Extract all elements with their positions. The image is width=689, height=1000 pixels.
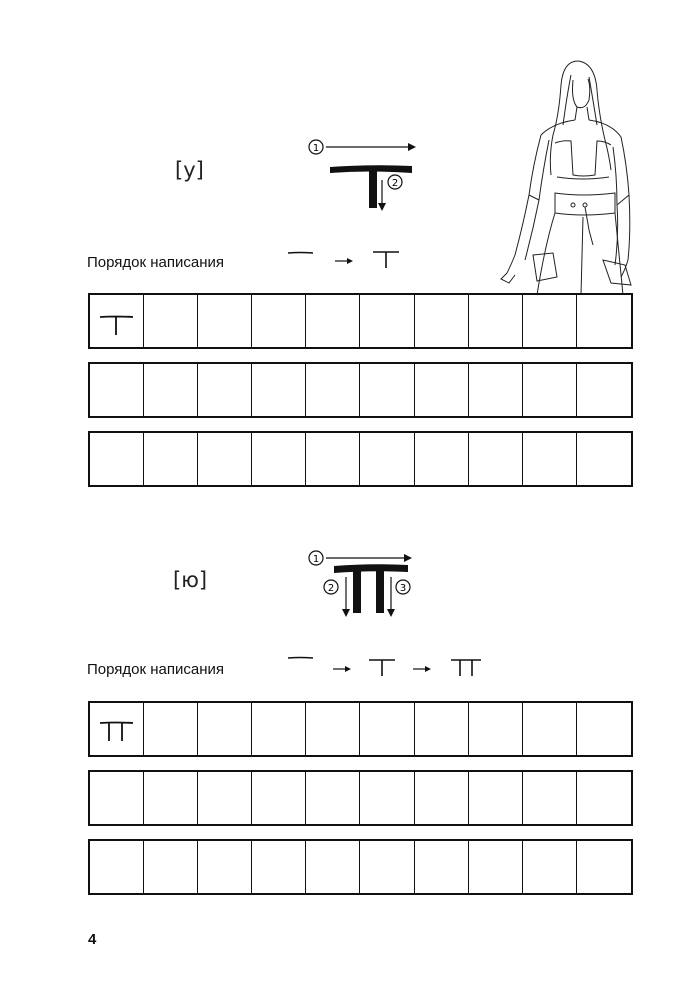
grid-cell[interactable] xyxy=(198,295,252,347)
grid-cell[interactable] xyxy=(252,364,306,416)
girl-illustration xyxy=(493,55,633,300)
pronunciation-u: [у] xyxy=(175,158,204,182)
grid-cell[interactable] xyxy=(252,295,306,347)
writing-order-label: Порядок написания xyxy=(87,661,224,678)
grid-cell[interactable] xyxy=(144,772,198,824)
grid-cell[interactable] xyxy=(144,841,198,893)
grid-cell[interactable] xyxy=(523,772,577,824)
letter-yu-stroke-diagram xyxy=(300,545,420,620)
writing-order-label: Порядок написания xyxy=(87,254,224,271)
example-letter-yu xyxy=(90,703,142,755)
grid-cell[interactable] xyxy=(469,772,523,824)
grid-cell[interactable] xyxy=(360,703,414,755)
writing-grid-yu-row-3 xyxy=(88,839,633,895)
writing-grid-u-row-3 xyxy=(88,431,633,487)
grid-cell[interactable] xyxy=(577,295,631,347)
grid-cell[interactable] xyxy=(360,772,414,824)
stroke-number-2: 2 xyxy=(327,583,335,594)
grid-cell[interactable] xyxy=(198,364,252,416)
grid-cell[interactable] xyxy=(144,703,198,755)
stroke-number-1: 1 xyxy=(312,554,320,565)
grid-cell[interactable] xyxy=(469,433,523,485)
grid-cell[interactable] xyxy=(469,364,523,416)
grid-cell[interactable] xyxy=(577,841,631,893)
grid-cell[interactable] xyxy=(577,364,631,416)
example-letter-u xyxy=(90,295,142,347)
grid-cell[interactable] xyxy=(144,433,198,485)
grid-cell[interactable] xyxy=(198,841,252,893)
grid-cell[interactable] xyxy=(523,841,577,893)
grid-cell[interactable] xyxy=(144,364,198,416)
grid-cell[interactable] xyxy=(252,841,306,893)
writing-grid-u-row-2 xyxy=(88,362,633,418)
grid-cell[interactable] xyxy=(306,295,360,347)
grid-cell[interactable] xyxy=(469,295,523,347)
grid-cell[interactable] xyxy=(198,433,252,485)
grid-cell[interactable] xyxy=(523,433,577,485)
grid-cell[interactable] xyxy=(252,433,306,485)
grid-cell[interactable] xyxy=(360,841,414,893)
grid-cell[interactable] xyxy=(306,364,360,416)
writing-grid-yu-row-2 xyxy=(88,770,633,826)
grid-cell[interactable] xyxy=(523,295,577,347)
grid-cell[interactable] xyxy=(90,841,144,893)
grid-cell[interactable] xyxy=(360,295,414,347)
grid-cell[interactable] xyxy=(523,703,577,755)
grid-cell[interactable] xyxy=(469,703,523,755)
grid-cell[interactable] xyxy=(415,703,469,755)
grid-cell[interactable] xyxy=(306,703,360,755)
page-number: 4 xyxy=(88,931,97,948)
stroke-number-2: 2 xyxy=(391,178,399,189)
grid-cell[interactable] xyxy=(415,841,469,893)
grid-cell[interactable] xyxy=(577,703,631,755)
grid-cell[interactable] xyxy=(198,772,252,824)
grid-cell[interactable] xyxy=(577,772,631,824)
grid-cell[interactable] xyxy=(306,841,360,893)
grid-cell[interactable] xyxy=(252,703,306,755)
grid-cell[interactable] xyxy=(415,433,469,485)
grid-cell[interactable] xyxy=(360,364,414,416)
letter-u-stroke-diagram xyxy=(300,135,420,215)
pronunciation-yu: [ю] xyxy=(173,568,208,592)
stroke-number-1: 1 xyxy=(312,143,320,154)
stroke-number-3: 3 xyxy=(399,583,407,594)
grid-cell[interactable] xyxy=(523,364,577,416)
grid-cell[interactable] xyxy=(198,703,252,755)
writing-grid-yu-row-1 xyxy=(88,701,633,757)
grid-cell-example xyxy=(90,295,144,347)
grid-cell[interactable] xyxy=(360,433,414,485)
grid-cell[interactable] xyxy=(577,433,631,485)
grid-cell[interactable] xyxy=(415,295,469,347)
grid-cell[interactable] xyxy=(90,772,144,824)
grid-cell[interactable] xyxy=(415,772,469,824)
grid-cell[interactable] xyxy=(90,364,144,416)
grid-cell[interactable] xyxy=(144,295,198,347)
grid-cell[interactable] xyxy=(90,433,144,485)
writing-order-steps-u xyxy=(285,243,415,273)
writing-grid-u-row-1 xyxy=(88,293,633,349)
grid-cell[interactable] xyxy=(252,772,306,824)
grid-cell[interactable] xyxy=(469,841,523,893)
grid-cell[interactable] xyxy=(415,364,469,416)
grid-cell[interactable] xyxy=(306,772,360,824)
writing-order-steps-yu xyxy=(285,650,495,680)
grid-cell-example xyxy=(90,703,144,755)
grid-cell[interactable] xyxy=(306,433,360,485)
